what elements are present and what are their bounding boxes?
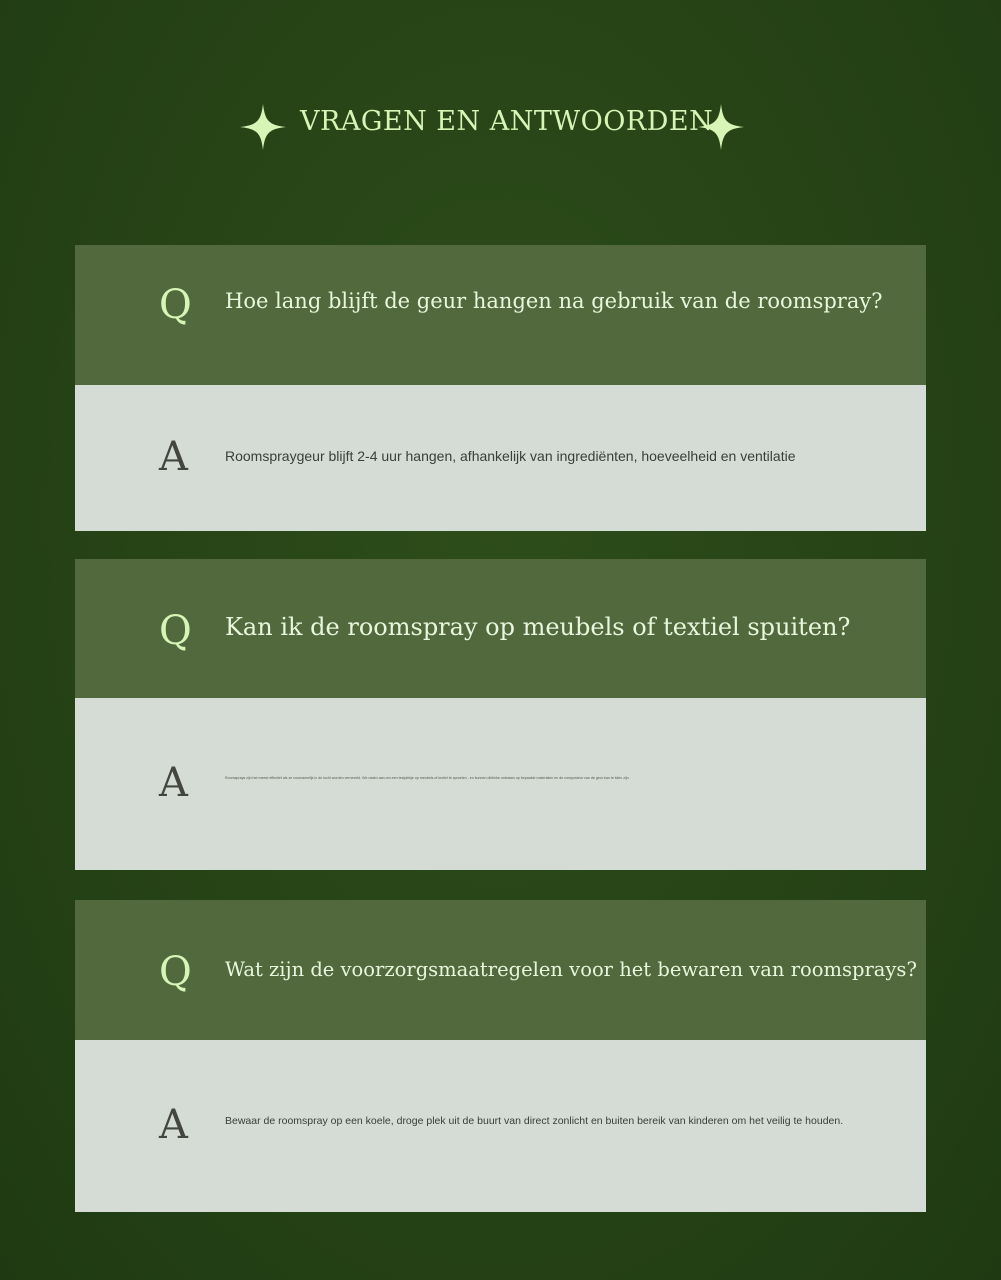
answer-text: Bewaar de roomspray op een koele, droge plek uit de buurt van direct zonlicht en buiten bereik van kinderen om het veilig te houden. xyxy=(225,1115,844,1127)
page-title: VRAGEN EN ANTWOORDEN xyxy=(300,106,714,137)
answer-panel xyxy=(75,385,926,531)
answer-panel xyxy=(75,698,926,870)
question-text: Hoe lang blijft de geur hangen na gebruik van de roomspray? xyxy=(225,289,883,313)
question-text: Wat zijn de voorzorgsmaatregelen voor het bewaren van roomsprays? xyxy=(225,958,917,981)
question-letter: Q xyxy=(159,949,192,995)
question-panel xyxy=(75,245,926,385)
question-letter: Q xyxy=(159,608,192,654)
answer-text: Roomsprays zijn het meest effectief als ze voornamelijk in de lucht worden verneveld. We raden aan om een testplekje op meubels of textiel te sproeien - en kunnen dieliebe ontstaan op bepaalde materialen en de composteur van de geur kan te klein zijn. xyxy=(225,776,630,780)
page-header xyxy=(0,98,1001,158)
answer-text: Roomspraygeur blijft 2-4 uur hangen, afhankelijk van ingrediënten, hoeveelheid en ventilatie xyxy=(225,448,796,464)
faq-item xyxy=(75,245,926,531)
sparkle-icon xyxy=(698,104,744,150)
answer-letter: A xyxy=(159,760,188,806)
question-panel xyxy=(75,559,926,698)
faq-item xyxy=(75,559,926,870)
answer-panel xyxy=(75,1040,926,1212)
question-panel xyxy=(75,900,926,1040)
question-text: Kan ik de roomspray op meubels of textiel spuiten? xyxy=(225,613,851,641)
answer-letter: A xyxy=(159,434,188,480)
answer-letter: A xyxy=(159,1102,188,1148)
faq-item xyxy=(75,900,926,1212)
sparkle-icon xyxy=(240,104,286,150)
question-letter: Q xyxy=(159,282,192,328)
